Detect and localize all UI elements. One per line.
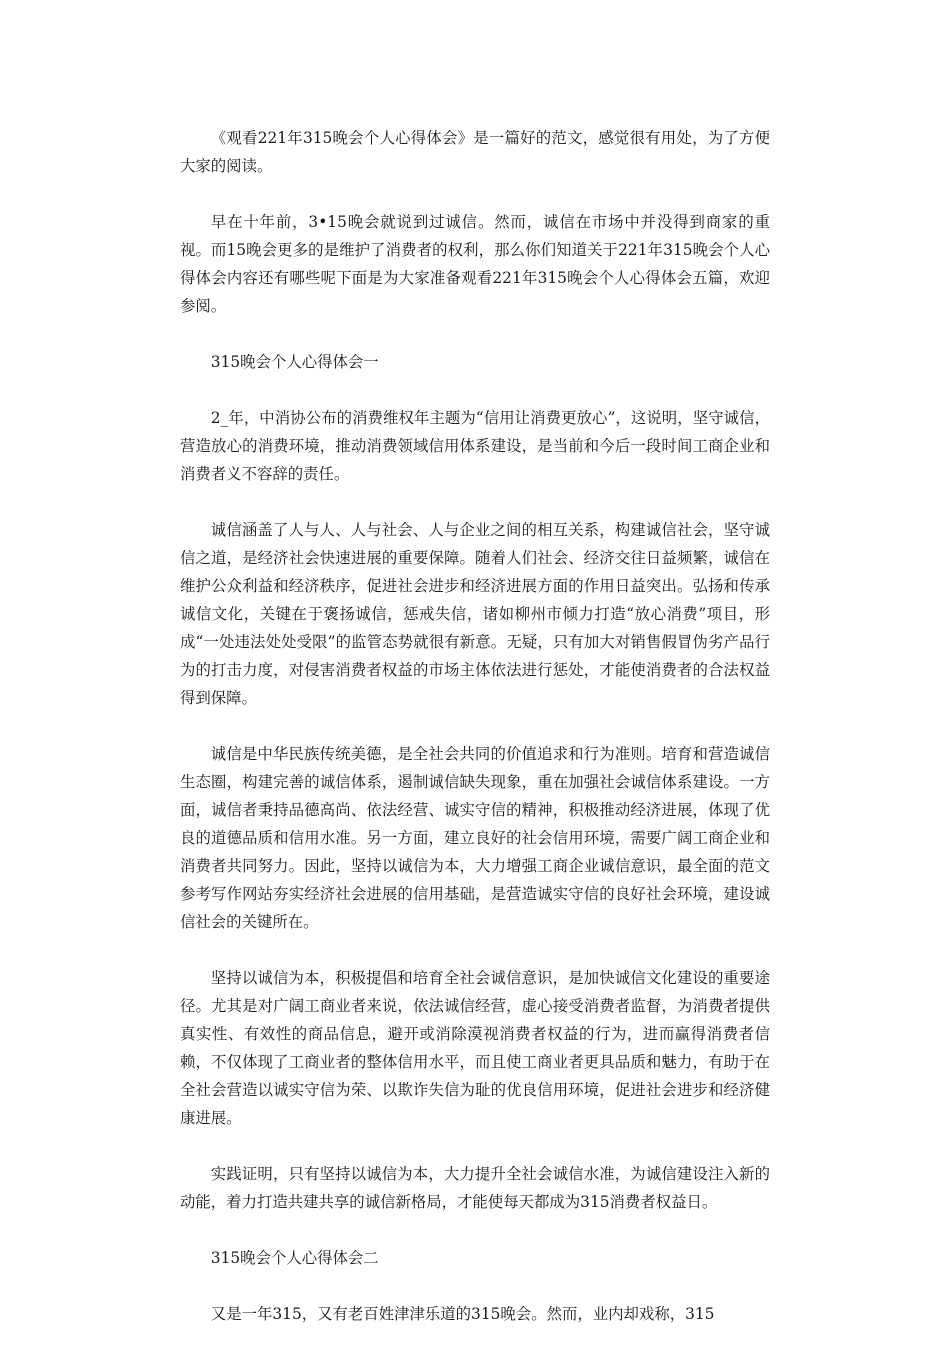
- intro-paragraph: 《观看221年315晚会个人心得体会》是一篇好的范文，感觉很有用处，为了方便大家的阅读。: [180, 129, 770, 175]
- body-paragraph: 又是一年315，又有老百姓津津乐道的315晚会。然而，业内却戏称，315: [210, 1305, 715, 1323]
- section-heading: 315晚会个人心得体会二: [210, 1249, 379, 1267]
- body-paragraph: 诚信涵盖了人与人、人与社会、人与企业之间的相互关系，构建诚信社会，坚守诚信之道，是经济社会快速进展的重要保障。随着人们社会、经济交往日益频繁，诚信在维护公众利益和经济秩序，促进社会进步和经济进展方面的作用日益突出。弘扬和传承诚信文化，关键在于褒扬诚信，惩戒失信，诸如柳州市倾力打造“放心消费”项目，形成“一处违法处处受限”的监管态势就很有新意。无疑，只有加大对销售假冒伪劣产品行为的打击力度，对侵害消费者权益的市场主体依法进行惩处，才能使消费者的合法权益得到保障。: [180, 521, 770, 707]
- body-paragraph: 实践证明，只有坚持以诚信为本，大力提升全社会诚信水准，为诚信建设注入新的动能，着力打造共建共享的诚信新格局，才能使每天都成为315消费者权益日。: [180, 1165, 770, 1211]
- body-paragraph: 2_年，中消协公布的消费维权年主题为“信用让消费更放心”，这说明，坚守诚信，营造放心的消费环境，推动消费领域信用体系建设，是当前和今后一段时间工商企业和消费者义不容辞的责任。: [180, 409, 770, 483]
- section-heading: 315晚会个人心得体会一: [210, 353, 379, 371]
- document-body: [180, 124, 770, 1356]
- body-paragraph: 坚持以诚信为本，积极提倡和培育全社会诚信意识，是加快诚信文化建设的重要途径。尤其是对广阔工商业者来说，依法诚信经营，虚心接受消费者监督，为消费者提供真实性、有效性的商品信息，避开或消除漠视消费者权益的行为，进而赢得消费者信赖，不仅体现了工商业者的整体信用水平，而且使工商业者更具品质和魅力，有助于在全社会营造以诚实守信为荣、以欺诈失信为耻的优良信用环境，促进社会进步和经济健康进展。: [180, 969, 770, 1127]
- body-paragraph: 早在十年前，3•15晚会就说到过诚信。然而，诚信在市场中并没得到商家的重视。而15晚会更多的是维护了消费者的权利，那么你们知道关于221年315晚会个人心得体会内容还有哪些呢下面是为大家准备观看221年315晚会个人心得体会五篇，欢迎参阅。: [180, 213, 770, 315]
- body-paragraph: 诚信是中华民族传统美德，是全社会共同的价值追求和行为准则。培育和营造诚信生态圈，构建完善的诚信体系，遏制诚信缺失现象，重在加强社会诚信体系建设。一方面，诚信者秉持品德高尚、依法经营、诚实守信的精神，积极推动经济进展，体现了优良的道德品质和信用水准。另一方面，建立良好的社会信用环境，需要广阔工商企业和消费者共同努力。因此，坚持以诚信为本，大力增强工商企业诚信意识，最全面的范文参考写作网站夯实经济社会进展的信用基础，是营造诚实守信的良好社会环境，建设诚信社会的关键所在。: [180, 745, 770, 931]
